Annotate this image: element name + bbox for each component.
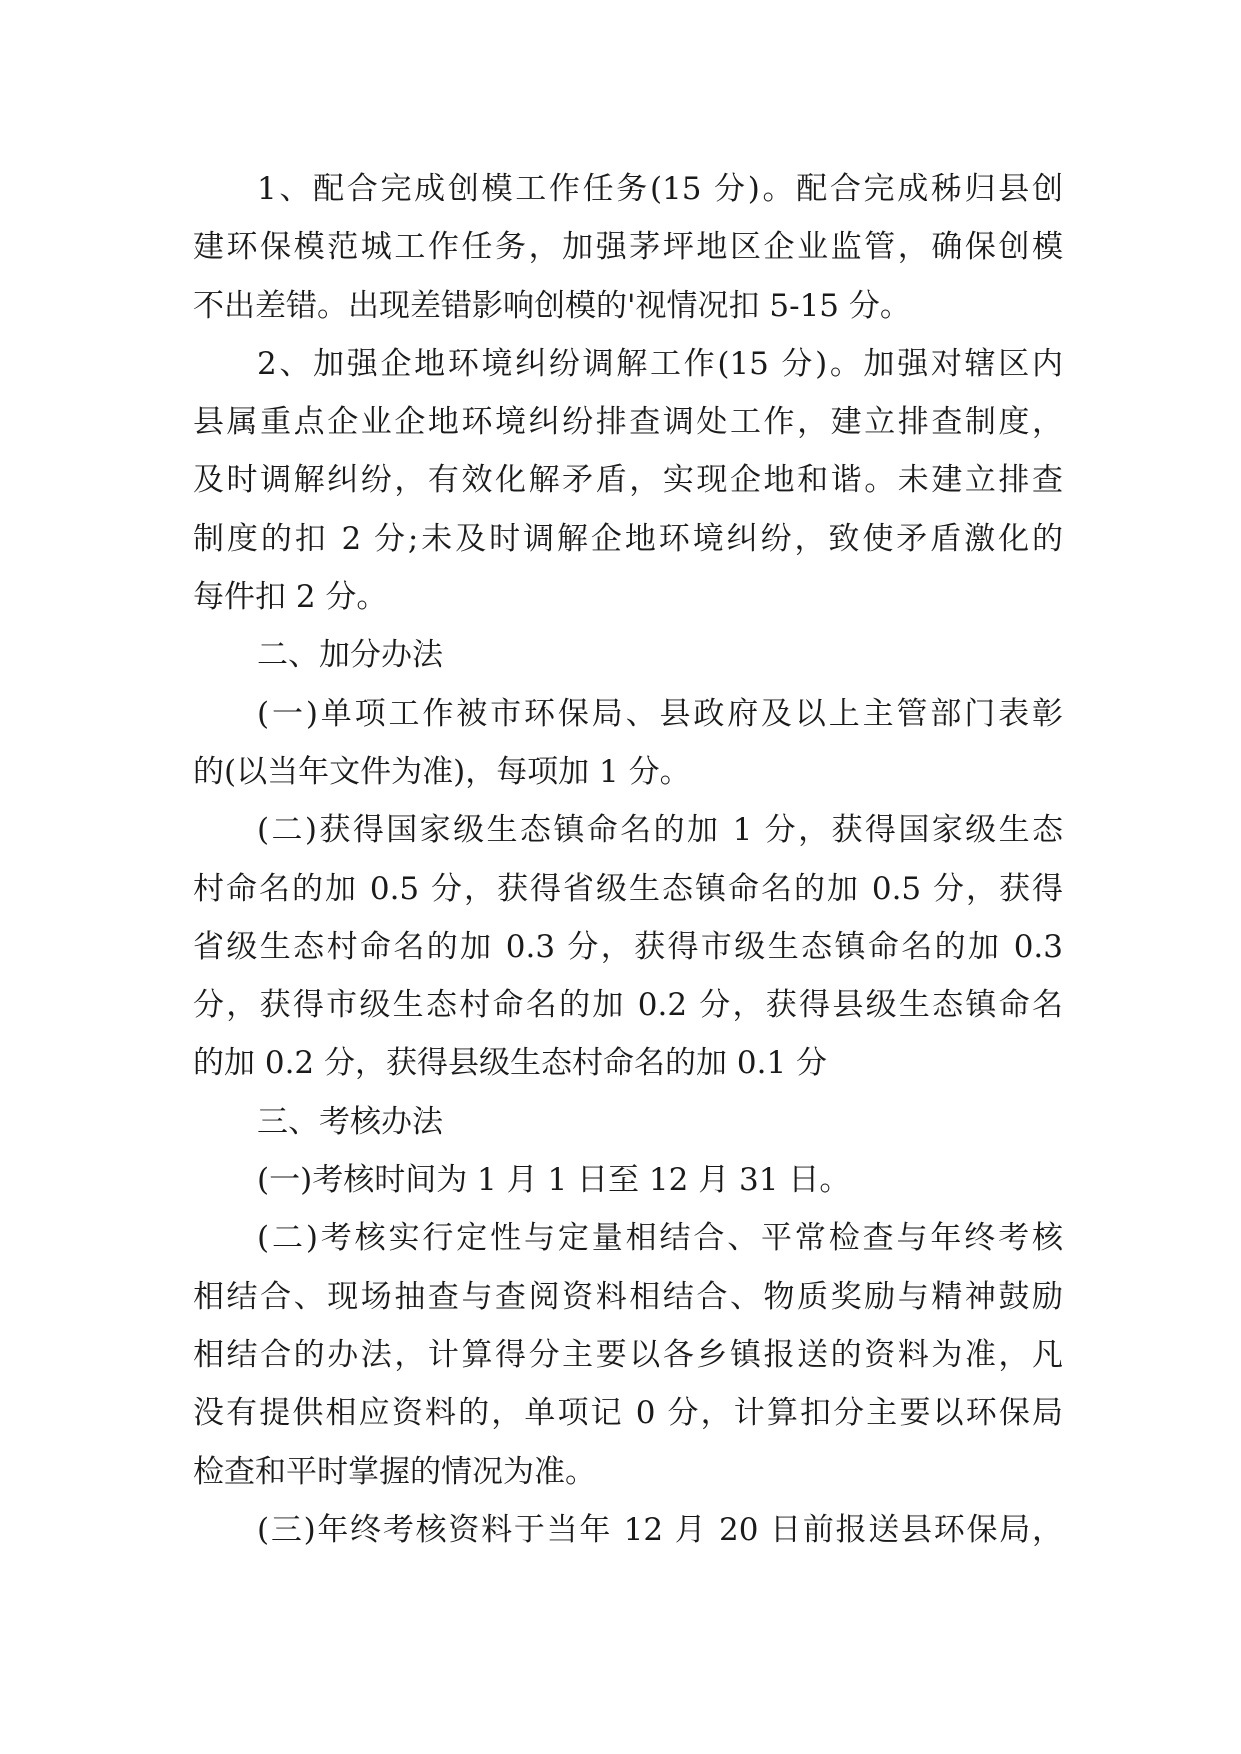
paragraph-line: 省级生态村命名的加 0.3 分，获得市级生态镇命名的加 0.3 [193, 928, 1063, 965]
paragraph-line: 的加 0.2 分，获得县级生态村命名的加 0.1 分 [193, 1045, 828, 1082]
paragraph-line: 县属重点企业企地环境纠纷排查调处工作，建立排查制度， [193, 404, 1063, 441]
paragraph-line: 及时调解纠纷，有效化解矛盾，实现企地和谐。未建立排查 [193, 462, 1063, 499]
document-body [193, 160, 1063, 1559]
section-heading: 二、加分办法 [257, 637, 443, 674]
paragraph-line: 村命名的加 0.5 分，获得省级生态镇命名的加 0.5 分，获得 [193, 870, 1063, 907]
paragraph-line: 的(以当年文件为准)，每项加 1 分。 [193, 753, 691, 790]
paragraph-line: (二)考核实行定性与定量相结合、平常检查与年终考核 [257, 1220, 1063, 1257]
paragraph-line: 相结合的办法，计算得分主要以各乡镇报送的资料为准，凡 [193, 1336, 1063, 1373]
paragraph-line: 相结合、现场抽查与查阅资料相结合、物质奖励与精神鼓励 [193, 1278, 1063, 1315]
paragraph-line: 2、加强企地环境纠纷调解工作(15 分)。加强对辖区内 [257, 345, 1063, 382]
paragraph-line: 分，获得市级生态村命名的加 0.2 分，获得县级生态镇命名 [193, 987, 1063, 1024]
paragraph-line: 制度的扣 2 分;未及时调解企地环境纠纷，致使矛盾激化的 [193, 520, 1063, 557]
paragraph-line: 检查和平时掌握的情况为准。 [193, 1453, 596, 1490]
paragraph-line: 不出差错。出现差错影响创模的'视情况扣 5-15 分。 [193, 287, 911, 324]
paragraph-line: 没有提供相应资料的，单项记 0 分，计算扣分主要以环保局 [193, 1395, 1063, 1432]
paragraph-line: (三)年终考核资料于当年 12 月 20 日前报送县环保局， [257, 1511, 1063, 1548]
paragraph-line: 建环保模范城工作任务，加强茅坪地区企业监管，确保创模 [193, 229, 1063, 266]
paragraph-line: 每件扣 2 分。 [193, 579, 388, 616]
section-heading: 三、考核办法 [257, 1103, 443, 1140]
paragraph-line: (一)单项工作被市环保局、县政府及以上主管部门表彰 [257, 695, 1063, 732]
paragraph-line: (一)考核时间为 1 月 1 日至 12 月 31 日。 [257, 1162, 851, 1199]
paragraph-line: (二)获得国家级生态镇命名的加 1 分，获得国家级生态 [257, 812, 1063, 849]
paragraph-line: 1、配合完成创模工作任务(15 分)。配合完成秭归县创 [257, 171, 1063, 207]
